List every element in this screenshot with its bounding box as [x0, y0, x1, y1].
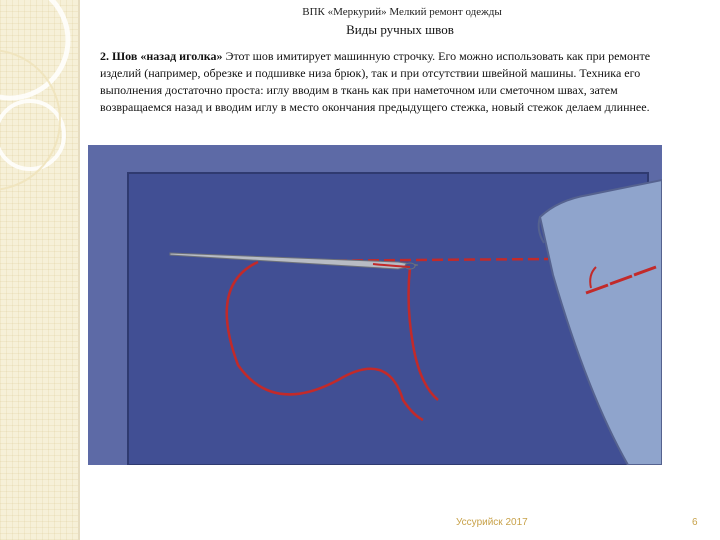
decorative-side-strip: [0, 0, 78, 540]
stitch-name: 2. Шов «назад иголка»: [100, 49, 223, 63]
side-divider: [78, 0, 80, 540]
page-title: Виды ручных швов: [346, 22, 454, 37]
backstitch-illustration: [88, 145, 662, 465]
header-org: ВПК «Меркурий» Мелкий ремонт одежды: [302, 6, 502, 18]
footer-city: Уссурийск 2017: [456, 517, 528, 528]
page-number: 6: [692, 517, 698, 528]
decorative-circles: [0, 0, 78, 540]
body-paragraph: [100, 48, 680, 116]
stitch-description: Этот шов имитирует машинную строчку. Его можно использовать как при ремонте изделий (например, обрезке и подшивке низа брюк), так и при отсутствии швейной машины. Техника его выполнения достаточно проста: иглу вводим в ткань как при наметочном или сметочном швах, затем возвращаемся назад и вводим иглу в место окончания предыдущего стежка, новый стежок делаем длиннее.: [100, 49, 651, 114]
